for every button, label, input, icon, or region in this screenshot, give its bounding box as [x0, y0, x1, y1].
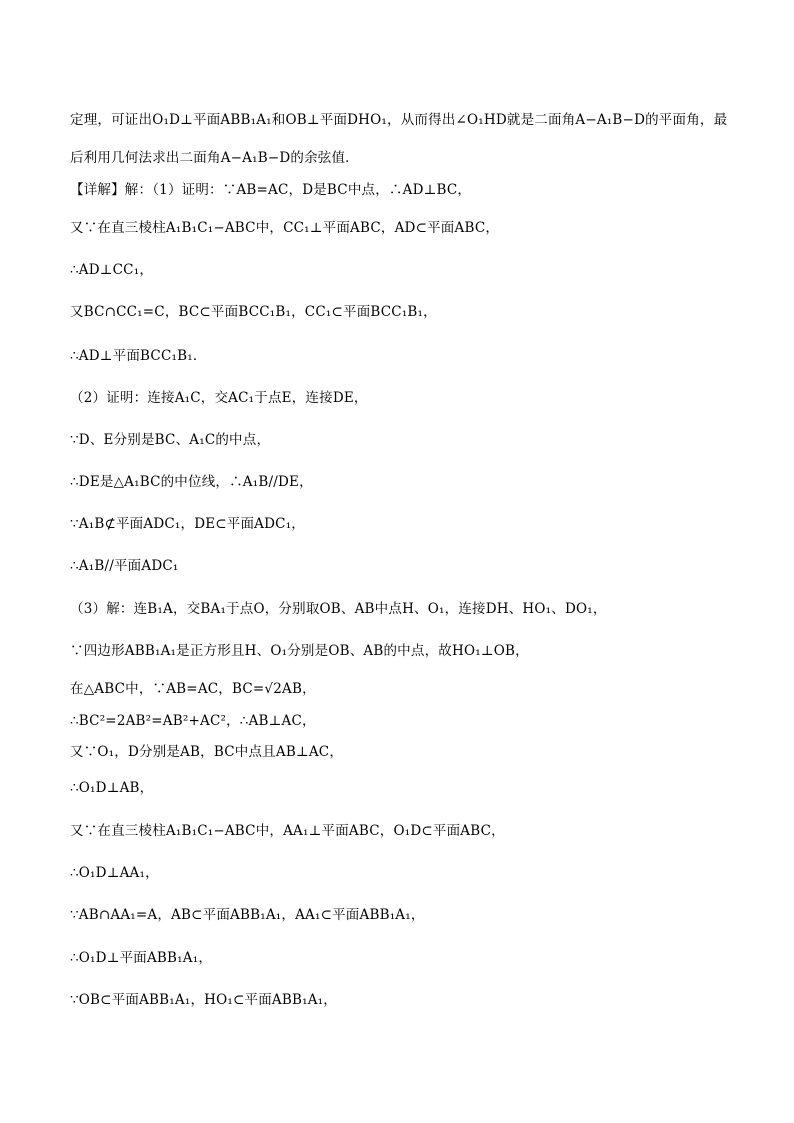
text-line: ∴O₁D⊥AB，	[70, 780, 154, 796]
text-line: 【详解】解：（1）证明：∵AB=AC，D是BC中点，∴AD⊥BC，	[70, 182, 472, 198]
text-line: ∴O₁D⊥AA₁，	[70, 865, 159, 881]
text-line: ∴O₁D⊥平面ABB₁A₁，	[70, 950, 213, 966]
text-line: ∴BC²=2AB²=AB²+AC²，∴AB⊥AC，	[70, 713, 316, 729]
text-line: 定理，可证出O₁D⊥平面ABB₁A₁和OB⊥平面DHO₁，从而得出∠O₁HD就是二面角A−A₁B−D的平面角，最	[70, 112, 728, 128]
text-line: 又BC∩CC₁=C，BC⊂平面BCC₁B₁，CC₁⊂平面BCC₁B₁，	[70, 304, 437, 320]
text-line: ∵A₁B⊄平面ADC₁，DE⊂平面ADC₁，	[70, 516, 306, 532]
text-line: ∴AD⊥CC₁，	[70, 262, 154, 278]
text-line: （2）证明：连接A₁C，交AC₁于点E，连接DE，	[70, 390, 368, 406]
text-line: 后利用几何法求出二面角A−A₁B−D的余弦值．	[70, 150, 359, 166]
text-line: ∴A₁B//平面ADC₁	[70, 558, 179, 574]
text-line: 又∵在直三棱柱A₁B₁C₁−ABC中，AA₁⊥平面ABC，O₁D⊂平面ABC，	[70, 823, 505, 839]
text-line: 又∵O₁，D分别是AB，BC中点且AB⊥AC，	[70, 744, 344, 760]
text-line: ∵D、E分别是BC、A₁C的中点，	[70, 432, 271, 448]
text-line: 在△ABC中，∵AB=AC，BC=√2AB，	[70, 681, 316, 697]
text-line: ∵OB⊂平面ABB₁A₁，HO₁⊂平面ABB₁A₁，	[70, 992, 337, 1008]
text-line: ∴AD⊥平面BCC₁B₁．	[70, 348, 207, 364]
text-line: ∴DE是△A₁BC的中位线，∴A₁B//DE，	[70, 474, 313, 490]
text-line: （3）解：连B₁A，交BA₁于点O，分别取OB、AB中点H、O₁，连接DH、HO₁、DO₁，	[70, 601, 607, 617]
text-line: ∵AB∩AA₁=A，AB⊂平面ABB₁A₁，AA₁⊂平面ABB₁A₁，	[70, 907, 425, 923]
text-line: ∵四边形ABB₁A₁是正方形且H、O₁分别是OB、AB的中点，故HO₁⊥OB，	[70, 643, 529, 659]
text-line: 又∵在直三棱柱A₁B₁C₁−ABC中，CC₁⊥平面ABC，AD⊂平面ABC，	[70, 220, 500, 236]
